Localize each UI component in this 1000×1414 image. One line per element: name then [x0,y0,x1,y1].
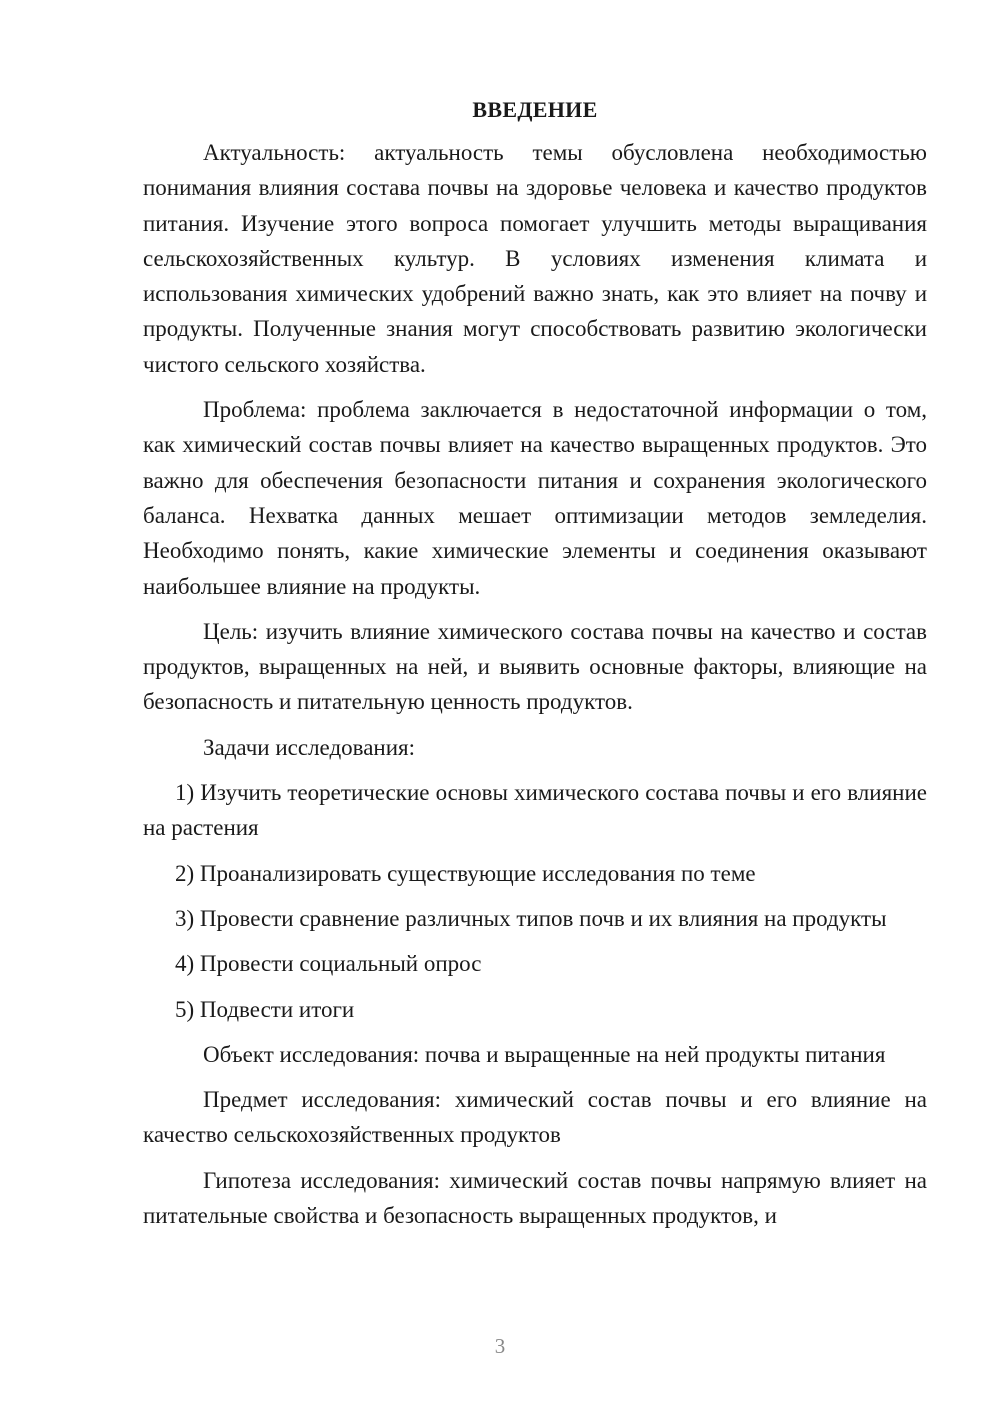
task-item-1: 1) Изучить теоретические основы химического состава почвы и его влияние на растения [143,780,927,841]
paragraph-subject: Предмет исследования: химический состав почвы и его влияние на качество сельскохозяйственных продуктов [143,1087,927,1148]
paragraph-hypothesis: Гипотеза исследования: химический состав почвы напрямую влияет на питательные свойства и безопасность выращенных продуктов, и [143,1167,927,1229]
task-item-4: 4) Провести социальный опрос [175,951,482,977]
tasks-title: Задачи исследования: [203,734,416,760]
paragraph-problem: Проблема: проблема заключается в недостаточной информации о том, как химический состав почвы влияет на качество выращенных продуктов. Это важно для обеспечения безопасности питания и сохранения экологического баланса. Нехватка данных мешает оптимизации методов земледелия. Необходимо понять, какие химические элементы и соединения оказывают наибольшее влияние на продукты. [143,397,927,599]
paragraph-relevance: Актуальность: актуальность темы обусловлена необходимостью понимания влияния состава почвы на здоровье человека и качество продуктов питания. Изучение этого вопроса помогает улучшить методы выращивания сельскохозяйственных культур. В условиях изменения климата и использования химических удобрений важно знать, как это влияет на почву и продукты. Полученные знания могут способствовать развитию экологически чистого сельского хозяйства. [143,140,927,377]
paragraph-goal: Цель: изучить влияние химического состава почвы на качество и состав продуктов, выращенных на ней, и выявить основные факторы, влияющие на безопасность и питательную ценность продуктов. [143,618,927,715]
page-content [143,94,927,1233]
page-number: 3 [494,1334,506,1358]
task-item-3: 3) Провести сравнение различных типов почв и их влияния на продукты [175,905,887,931]
section-heading: ВВЕДЕНИЕ [472,97,598,122]
task-item-5: 5) Подвести итоги [175,996,355,1022]
paragraph-object: Объект исследования: почва и выращенные на ней продукты питания [203,1041,886,1067]
task-item-2: 2) Проанализировать существующие исследования по теме [175,860,756,886]
